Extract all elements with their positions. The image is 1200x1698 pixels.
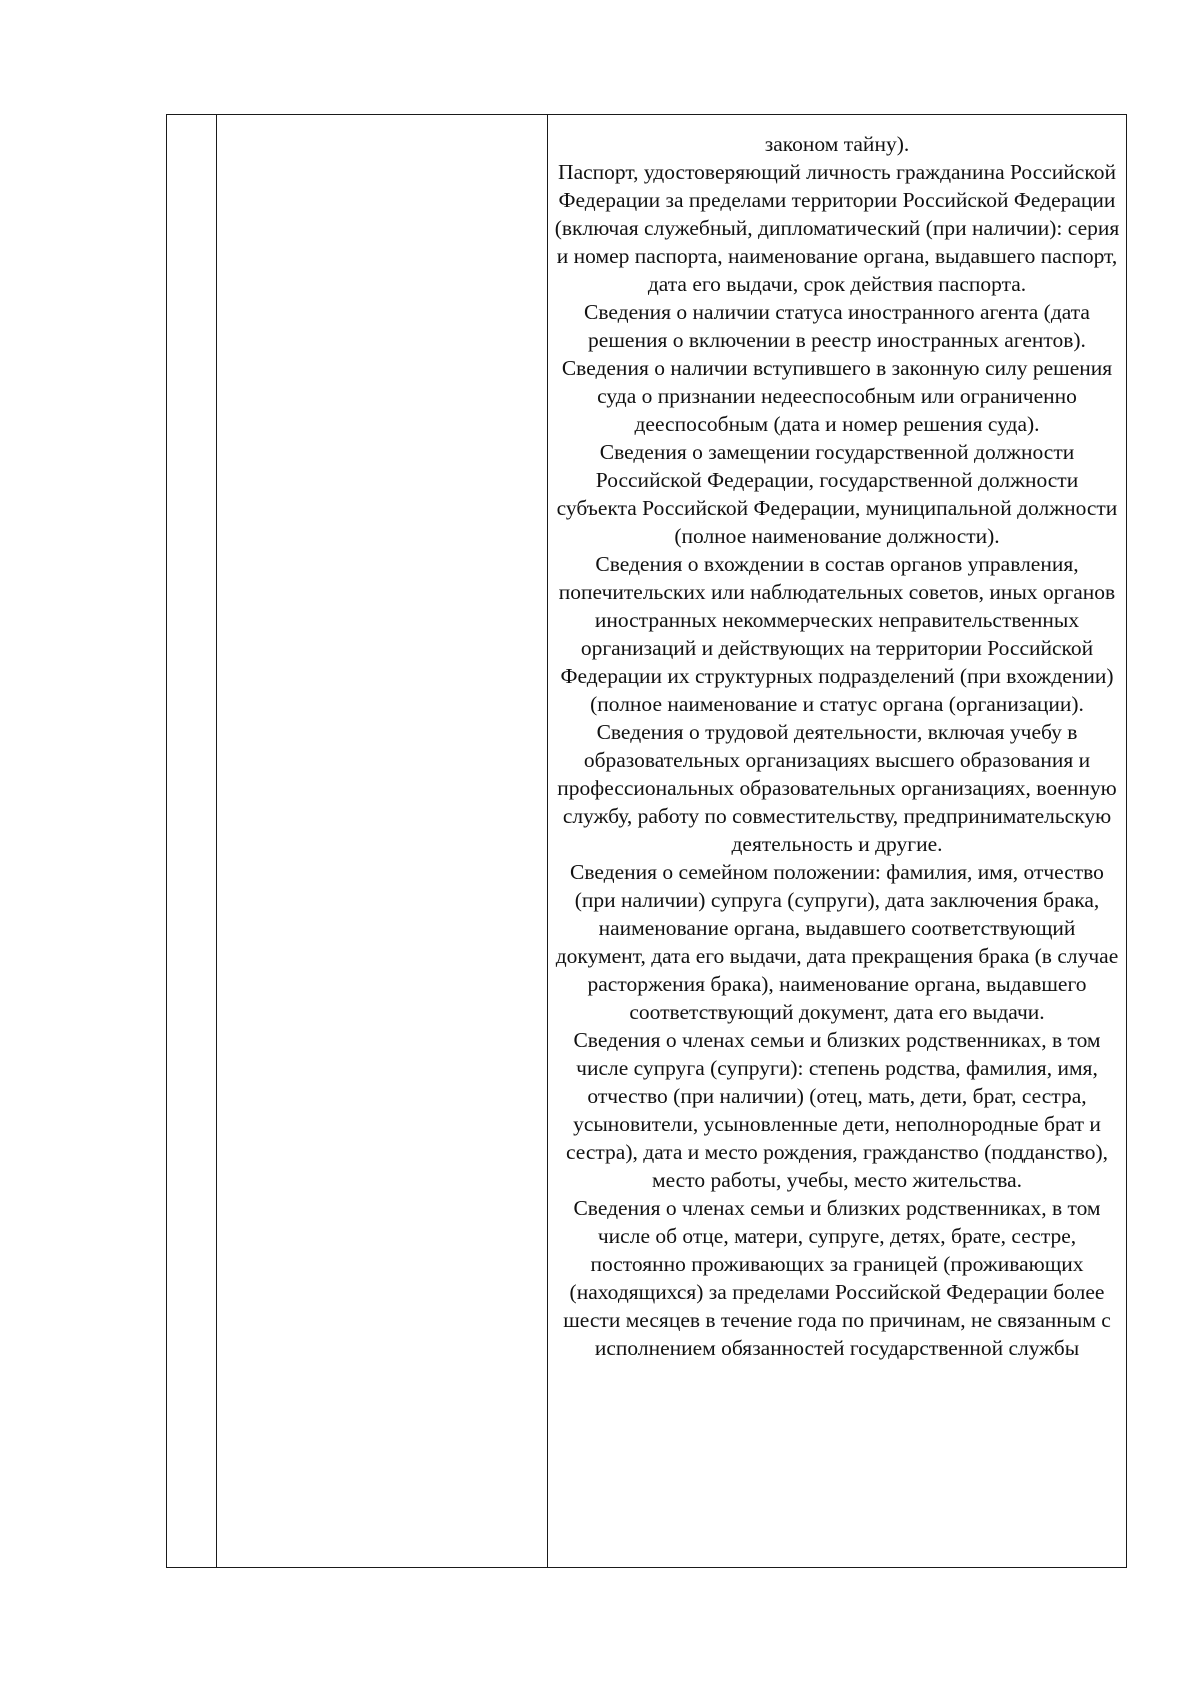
- name-cell: [217, 115, 548, 1568]
- paragraph: Сведения о наличии вступившего в законную силу решения суда о признании недееспособным или ограниченно дееспособным (дата и номер решения суда).: [561, 356, 1113, 436]
- paragraph: Сведения о вхождении в состав органов управления, попечительских или наблюдательных советов, иных органов иностранных некоммерческих неправительственных организаций и действующих на территории Российской Федерации их структурных подразделений (при вхождении) (полное наименование и статус органа (организации).: [558, 552, 1116, 716]
- paragraph: Сведения о семейном положении: фамилия, имя, отчество (при наличии) супруга (супруги), дата заключения брака, наименование органа, выдавшего соответствующий документ, дата его выдачи, дата прекращения брака (в случае расторжения брака), наименование органа, выдавшего соответствующий документ, дата его выдачи.: [555, 860, 1119, 1024]
- paragraph: Сведения о членах семьи и близких родственниках, в том числе супруга (супруги): степень родства, фамилия, имя, отчество (при наличии) (отец, мать, дети, брат, сестра, усыновители, усыновленные дети, неполнородные брат и сестра), дата и место рождения, гражданство (подданство), место работы, учебы, место жительства.: [565, 1028, 1109, 1192]
- data-table: [166, 114, 1127, 1568]
- paragraph: Сведения о трудовой деятельности, включая учебу в образовательных организациях высшего образования и профессиональных образовательных организациях, военную службу, работу по совместительству, предпринимательскую деятельность и другие.: [557, 720, 1117, 856]
- table-row: [167, 115, 1127, 1568]
- paragraph: Сведения о членах семьи и близких родственниках, в том числе об отце, матери, супруге, детях, брате, сестре, постоянно проживающих за границей (проживающих (находящихся) за пределами Российской Федерации более шести месяцев в течение года по причинам, не связанным с исполнением обязанностей государственной службы: [563, 1196, 1111, 1360]
- paragraph: Сведения о наличии статуса иностранного агента (дата решения о включении в реестр иностранных агентов).: [584, 300, 1090, 352]
- paragraph: законом тайну).: [764, 132, 910, 156]
- content-cell: [548, 115, 1127, 1568]
- paragraph: Паспорт, удостоверяющий личность гражданина Российской Федерации за пределами территории Российской Федерации (включая служебный, дипломатический (при наличии): серия и номер паспорта, наименование органа, выдавшего паспорт, дата его выдачи, срок действия паспорта.: [554, 160, 1120, 296]
- paragraph: Сведения о замещении государственной должности Российской Федерации, государственной должности субъекта Российской Федерации, муниципальной должности (полное наименование должности).: [556, 440, 1118, 548]
- content-text: [548, 115, 1126, 1362]
- number-cell: [167, 115, 217, 1568]
